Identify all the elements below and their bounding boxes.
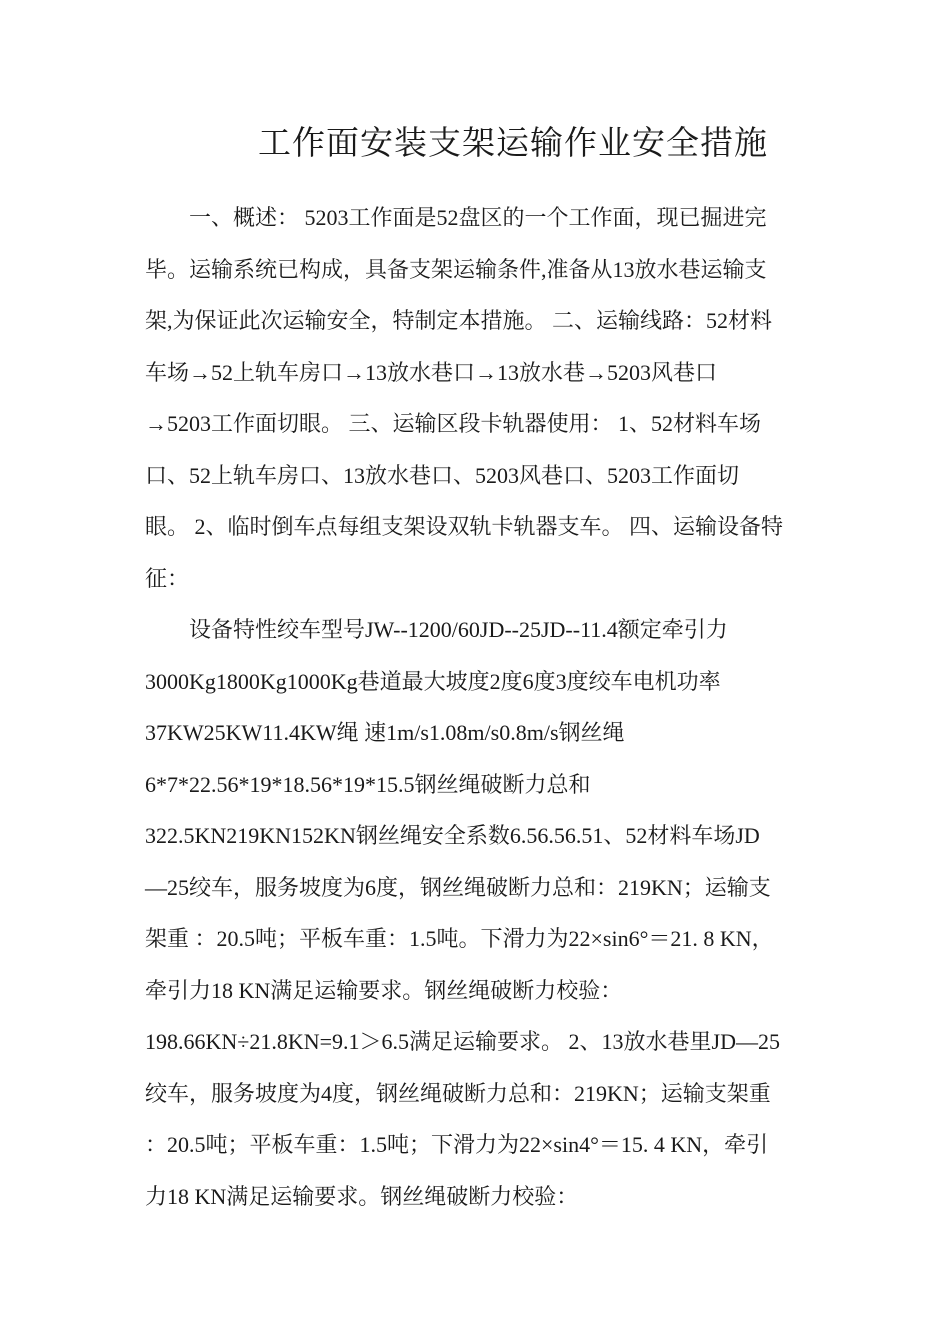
paragraph-line: 322.5KN219KN152KN钢丝绳安全系数6.56.56.51、52材料车场JD	[145, 823, 760, 848]
paragraph-line: 眼。 2、临时倒车点每组支架设双轨卡轨器支车。 四、运输设备特	[145, 514, 784, 539]
paragraph-line: 口、52上轨车房口、13放水巷口、5203风巷口、5203工作面切	[145, 462, 740, 488]
paragraph-line: 牵引力18 KN满足运输要求。钢丝绳破断力校验：	[145, 977, 623, 1003]
paragraph-line: 毕。运输系统已构成，具备支架运输条件,准备从13放水巷运输支	[145, 256, 767, 282]
paragraph-line: 架重 ：20.5吨；平板车重：1.5吨。下滑力为22×sin6°＝21. 8 KN，	[145, 926, 774, 951]
paragraph-line: 绞车，服务坡度为4度，钢丝绳破断力总和：219KN；运输支架重	[145, 1080, 771, 1106]
paragraph-line: 3000Kg1800Kg1000Kg巷道最大坡度2度6度3度绞车电机功率	[145, 668, 721, 694]
paragraph-line: 架,为保证此次运输安全，特制定本措施。 二、运输线路：52材料	[145, 308, 773, 333]
paragraph-line: 车场→52上轨车房口→13放水巷口→13放水巷→5203风巷口	[145, 359, 718, 385]
paragraph-line: 37KW25KW11.4KW绳 速1m/s1.08m/s0.8m/s钢丝绳	[145, 720, 625, 745]
paragraph-line: 198.66KN÷21.8KN=9.1＞6.5满足运输要求。 2、13放水巷里JD—25	[145, 1029, 780, 1054]
document-title: 工作面安装支架运输作业安全措施	[258, 126, 768, 162]
paragraph-line: →5203工作面切眼。 三、运输区段卡轨器使用： 1、52材料车场	[145, 411, 762, 436]
paragraph-line: 力18 KN满足运输要求。钢丝绳破断力校验：	[145, 1183, 579, 1209]
paragraph-line: —25绞车，服务坡度为6度，钢丝绳破断力总和：219KN；运输支	[145, 874, 771, 900]
paragraph-line: 设备特性绞车型号JW--1200/60JD--25JD--11.4额定牵引力	[189, 617, 728, 642]
paragraph-line: 6*7*22.56*19*18.56*19*15.5钢丝绳破断力总和	[145, 771, 591, 797]
paragraph-line: ：20.5吨；平板车重：1.5吨；下滑力为22×sin4°＝15. 4 KN，牵引	[145, 1132, 769, 1157]
paragraph-line: 征：	[145, 565, 190, 591]
document-body	[145, 192, 810, 1222]
paragraph-line: 一、概述： 5203工作面是52盘区的一个工作面，现已掘进完	[189, 205, 767, 230]
